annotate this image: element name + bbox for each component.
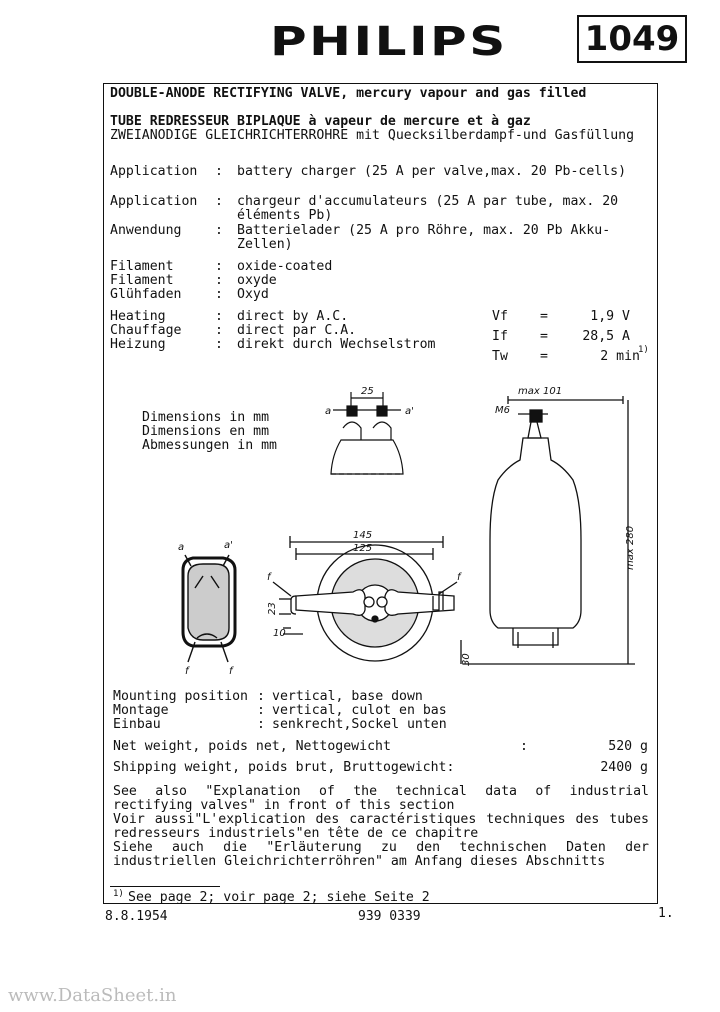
filament-label-de: Glühfaden xyxy=(110,287,182,302)
dimensions-caption-fr: Dimensions en mm xyxy=(142,424,270,439)
type-number: 1049 xyxy=(577,15,687,63)
base-view-drawing xyxy=(183,555,235,662)
application-value-fr: chargeur d'accumulateurs (25 A par tube, max. 20 éléments Pb) xyxy=(237,194,619,223)
if-value: 28,5 A xyxy=(582,329,630,344)
see-also-en: See also "Explanation of the technical data of industrial rectifying valves" in front of this section xyxy=(113,784,649,813)
title-en: DOUBLE-ANODE RECTIFYING VALVE, mercury vapour and gas filled xyxy=(110,86,587,101)
colon: : xyxy=(215,309,223,324)
watermark: www.DataSheet.in xyxy=(8,985,177,1006)
dimensions-caption-en: Dimensions in mm xyxy=(142,410,270,425)
colon: : xyxy=(257,717,265,732)
footnote-rule xyxy=(110,886,220,887)
footnote-mark: 1) xyxy=(113,889,124,899)
heating-label-en: Heating xyxy=(110,309,166,324)
tw-eq: = xyxy=(540,349,548,364)
application-value-en: battery charger (25 A per valve,max. 20 Pb-cells) xyxy=(237,164,627,179)
colon: : xyxy=(215,164,223,179)
shipping-weight-value: 2400 g xyxy=(600,760,648,775)
dim-25: 25 xyxy=(361,386,374,397)
dim-m6: M6 xyxy=(495,405,510,416)
dimensions-caption-de: Abmessungen in mm xyxy=(142,438,277,453)
plan-view-drawing xyxy=(273,536,457,661)
colon: : xyxy=(215,223,223,238)
dim-max101: max 101 xyxy=(518,386,563,397)
filament-value-en: oxide-coated xyxy=(237,259,333,274)
tw-footnote-mark: 1) xyxy=(638,345,649,355)
tw-symbol: Tw xyxy=(492,349,508,364)
colon: : xyxy=(215,287,223,302)
see-also-fr: Voir aussi"L'explication des caractéristiques techniques des tubes redresseurs industriels"en tête de ce chapitre xyxy=(113,812,649,841)
label-a-prime-top: a' xyxy=(405,406,414,417)
net-weight-value: 520 g xyxy=(608,739,648,754)
mounting-label-de: Einbau xyxy=(113,717,161,732)
label-f-base-right: f xyxy=(229,666,233,677)
valve-side-view-drawing xyxy=(461,396,635,664)
dim-max280: max 280 xyxy=(625,525,636,570)
label-a-base: a xyxy=(178,542,185,553)
application-label-en: Application xyxy=(110,164,198,179)
colon: : xyxy=(215,194,223,209)
label-f-base-left: f xyxy=(185,666,189,677)
valve-drawings xyxy=(103,370,658,690)
title-fr: TUBE REDRESSEUR BIPLAQUE à vapeur de mercure et à gaz xyxy=(110,114,531,129)
label-f-plan-right: f xyxy=(457,572,461,583)
application-label-de: Anwendung xyxy=(110,223,182,238)
if-eq: = xyxy=(540,329,548,344)
colon: : xyxy=(520,739,528,754)
heating-value-fr: direct par C.A. xyxy=(237,323,357,338)
title-de: ZWEIANODIGE GLEICHRICHTERROHRE mit Quecksilberdampf-und Gasfüllung xyxy=(110,128,635,143)
heating-value-de: direkt durch Wechselstrom xyxy=(237,337,436,352)
see-also-de: Siehe auch die "Erläuterung zu den technischen Daten der industriellen Gleichrichterröhren" am Anfang dieses Abschnitts xyxy=(113,840,649,869)
vf-symbol: Vf xyxy=(492,309,508,324)
filament-value-fr: oxyde xyxy=(237,273,277,288)
net-weight-label: Net weight, poids net, Nettogewicht xyxy=(113,739,391,754)
dim-145: 145 xyxy=(353,530,373,541)
label-a-top: a xyxy=(325,406,332,417)
heating-value-en: direct by A.C. xyxy=(237,309,349,324)
label-a-prime-base: a' xyxy=(224,540,233,551)
if-symbol: If xyxy=(492,329,508,344)
filament-label-en: Filament xyxy=(110,259,174,274)
heating-label-de: Heizung xyxy=(110,337,166,352)
heating-label-fr: Chauffage xyxy=(110,323,182,338)
dim-30: 30 xyxy=(461,653,472,666)
colon: : xyxy=(215,273,223,288)
dim-23: 23 xyxy=(267,602,278,615)
mounting-value-de: senkrecht,Sockel unten xyxy=(272,717,447,732)
colon: : xyxy=(215,337,223,352)
colon: : xyxy=(257,703,265,718)
footer-code: 939 0339 xyxy=(358,909,421,924)
colon: : xyxy=(215,323,223,338)
footnote-text: See page 2; voir page 2; siehe Seite 2 xyxy=(128,890,430,905)
dim-125: 125 xyxy=(353,543,373,554)
application-value-de: Batterielader (25 A pro Röhre, max. 20 Pb Akku-Zellen) xyxy=(237,223,611,252)
mounting-label-en: Mounting position xyxy=(113,689,248,704)
mounting-value-en: vertical, base down xyxy=(272,689,423,704)
shipping-weight-label: Shipping weight, poids brut, Bruttogewicht: xyxy=(113,760,455,775)
label-f-plan-left: f xyxy=(267,572,271,583)
valve-top-view-drawing xyxy=(331,392,403,474)
filament-value-de: Oxyd xyxy=(237,287,269,302)
dim-10: 10 xyxy=(273,628,286,639)
colon: : xyxy=(215,259,223,274)
brand-logo: PHILIPS xyxy=(270,19,508,65)
footer-page: 1. xyxy=(658,906,674,921)
application-label-fr: Application xyxy=(110,194,198,209)
filament-label-fr: Filament xyxy=(110,273,174,288)
colon: : xyxy=(257,689,265,704)
mounting-value-fr: vertical, culot en bas xyxy=(272,703,447,718)
footer-date: 8.8.1954 xyxy=(105,909,168,924)
vf-value: 1,9 V xyxy=(590,309,630,324)
mounting-label-fr: Montage xyxy=(113,703,169,718)
vf-eq: = xyxy=(540,309,548,324)
tw-value: 2 min xyxy=(600,349,640,364)
